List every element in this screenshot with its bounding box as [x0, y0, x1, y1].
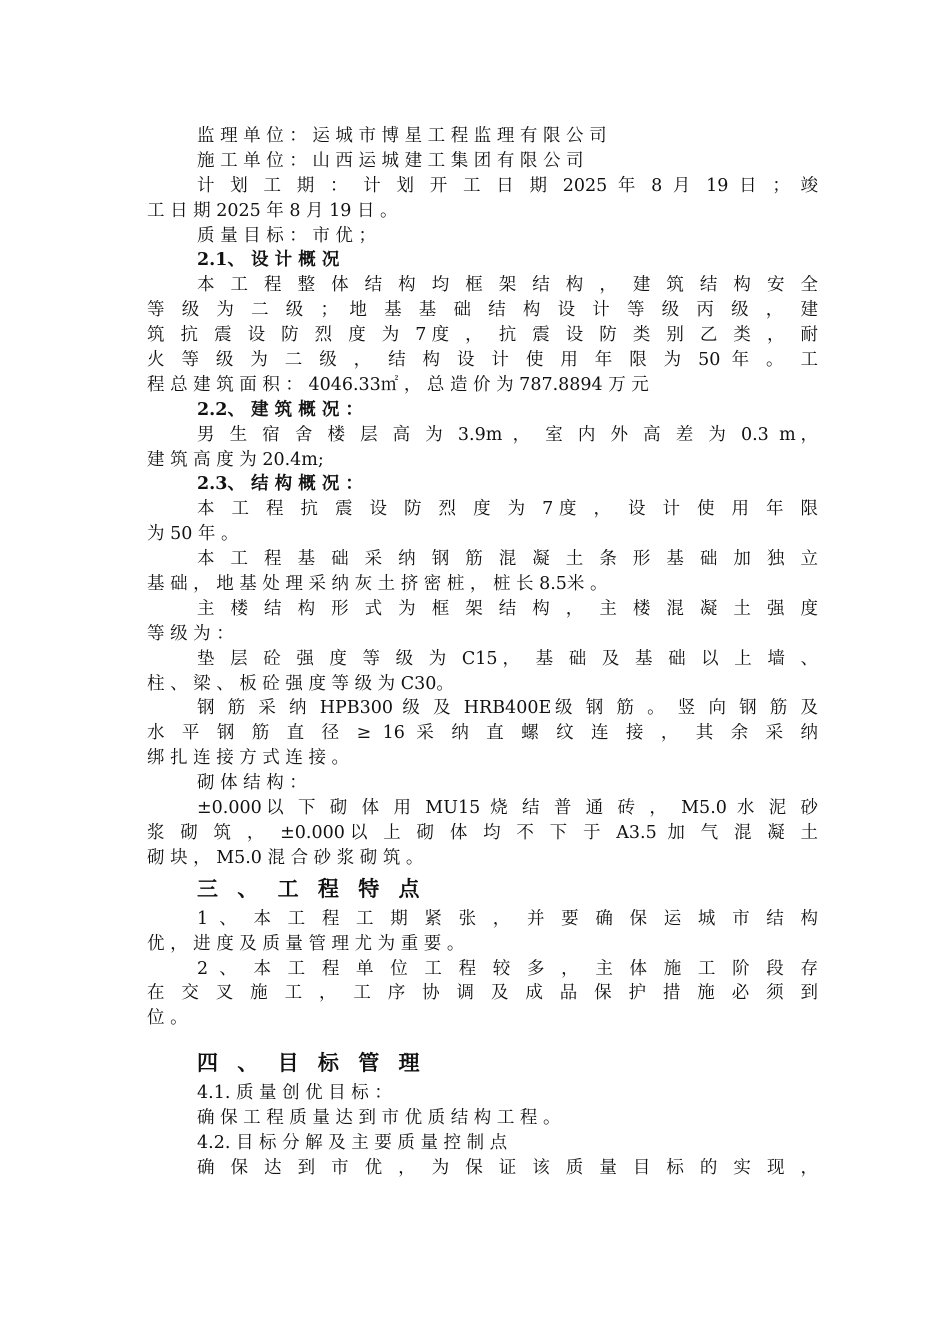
paragraph-line: 本 工 程 整 体 结 构 均 框 架 结 构 ， 建 筑 结 构 安 全 — [197, 275, 818, 296]
paragraph-line: 等 级 为 二 级 ； 地 基 基 础 结 构 设 计 等 级 丙 级 ， 建 — [147, 300, 818, 321]
paragraph-line: 2 、 本 工 程 单 位 工 程 较 多 ， 主 体 施 工 阶 段 存 — [197, 958, 818, 979]
paragraph-line: 主 楼 结 构 形 式 为 框 架 结 构 ， 主 楼 混 凝 土 强 度 — [197, 598, 818, 619]
section-2-1-heading: 2.1、 设 计 概 况 — [197, 250, 340, 271]
section-2-3-heading: 2.3、 结 构 概 况 ： — [197, 474, 363, 495]
paragraph-line: 建 筑 高 度 为 20.4m; — [147, 449, 324, 470]
section-4-heading: 四 、 目 标 管 理 — [197, 1050, 426, 1076]
section-3-heading: 三 、 工 程 特 点 — [197, 875, 426, 901]
paragraph-line: 位 。 — [147, 1008, 188, 1029]
paragraph-line: 筑 抗 震 设 防 烈 度 为 7度 ， 抗 震 设 防 类 别 乙 类 ， 耐 — [147, 325, 818, 346]
paragraph-line: 为 50 年 。 — [147, 524, 239, 545]
paragraph-line: 砌 体 结 构 ： — [197, 773, 307, 794]
paragraph-line: 等 级 为 ： — [147, 623, 234, 644]
paragraph-line: 钢 筋 采 纳 HPB300 级 及 HRB400E级 钢 筋 。 竖 向 钢 筋 及 — [197, 698, 818, 719]
paragraph-line: 确 保 工 程 质 量 达 到 市 优 质 结 构 工 程 。 — [197, 1108, 561, 1129]
document-body — [147, 124, 818, 1181]
paragraph-line: 优 ， 进 度 及 质 量 管 理 尤 为 重 要 。 — [147, 933, 465, 954]
paragraph-line: 本 工 程 抗 震 设 防 烈 度 为 7度 ， 设 计 使 用 年 限 — [197, 499, 818, 520]
paragraph-line: 本 工 程 基 础 采 纳 钢 筋 混 凝 土 条 形 基 础 加 独 立 — [197, 549, 818, 570]
paragraph-line: 浆 砌 筑 ， ±0.000以 上 砌 体 均 不 下 于 A3.5 加 气 混 凝 土 — [147, 822, 818, 843]
quality-target-line: 质 量 目 标 ： 市 优 ； — [197, 225, 376, 246]
paragraph-line: 在 交 叉 施 工 ， 工 序 协 调 及 成 品 保 护 措 施 必 须 到 — [147, 983, 818, 1004]
paragraph-line: 垫 层 砼 强 度 等 级 为 C15， 基 础 及 基 础 以 上 墙 、 — [197, 648, 818, 669]
schedule-line: 计 划 工 期 ： 计 划 开 工 日 期 2025 年 8 月 19 日 ； 竣 — [197, 175, 818, 196]
schedule-line-cont: 工 日 期 2025 年 8 月 19 日 。 — [147, 200, 398, 221]
supervision-unit-line: 监 理 单 位 ： 运 城 市 博 星 工 程 监 理 有 限 公 司 — [197, 126, 607, 146]
paragraph-line: 程 总 建 筑 面 积 ： 4046.33㎡ ， 总 造 价 为 787.8894 万 元 — [147, 374, 649, 395]
paragraph-line: 男 生 宿 舍 楼 层 高 为 3.9m ， 室 内 外 高 差 为 0.3 m， — [197, 424, 818, 445]
paragraph-line: 柱 、 梁 、 板 砼 强 度 等 级 为 C30。 — [147, 673, 454, 694]
paragraph-line: 基 础 ， 地 基 处 理 采 纳 灰 土 挤 密 桩 ， 桩 长 8.5米 。 — [147, 574, 608, 595]
paragraph-line: 绑 扎 连 接 方 式 连 接 。 — [147, 748, 350, 769]
paragraph-line: 水 平 钢 筋 直 径 ≥ 16 采 纳 直 螺 纹 连 接 ， 其 余 采 纳 — [147, 723, 818, 744]
construction-unit-line: 施 工 单 位 ： 山 西 运 城 建 工 集 团 有 限 公 司 — [197, 150, 584, 171]
paragraph-line: 4.2. 目 标 分 解 及 主 要 质 量 控 制 点 — [197, 1132, 508, 1153]
paragraph-line: ±0.000以 下 砌 体 用 MU15 烧 结 普 通 砖 ， M5.0 水 泥 砂 — [197, 798, 818, 819]
paragraph-line: 4.1. 质 量 创 优 目 标 ： — [197, 1083, 392, 1104]
paragraph-line: 火 等 级 为 二 级 ， 结 构 设 计 使 用 年 限 为 50 年 。 工 — [147, 350, 818, 371]
paragraph-line: 确 保 达 到 市 优 ， 为 保 证 该 质 量 目 标 的 实 现 ， — [197, 1157, 818, 1178]
paragraph-line: 1 、 本 工 程 工 期 紧 张 ， 并 要 确 保 运 城 市 结 构 — [197, 908, 818, 929]
section-2-2-heading: 2.2、 建 筑 概 况 ： — [197, 399, 363, 420]
paragraph-line: 砌 块 ， M5.0 混 合 砂 浆 砌 筑 。 — [147, 847, 424, 868]
